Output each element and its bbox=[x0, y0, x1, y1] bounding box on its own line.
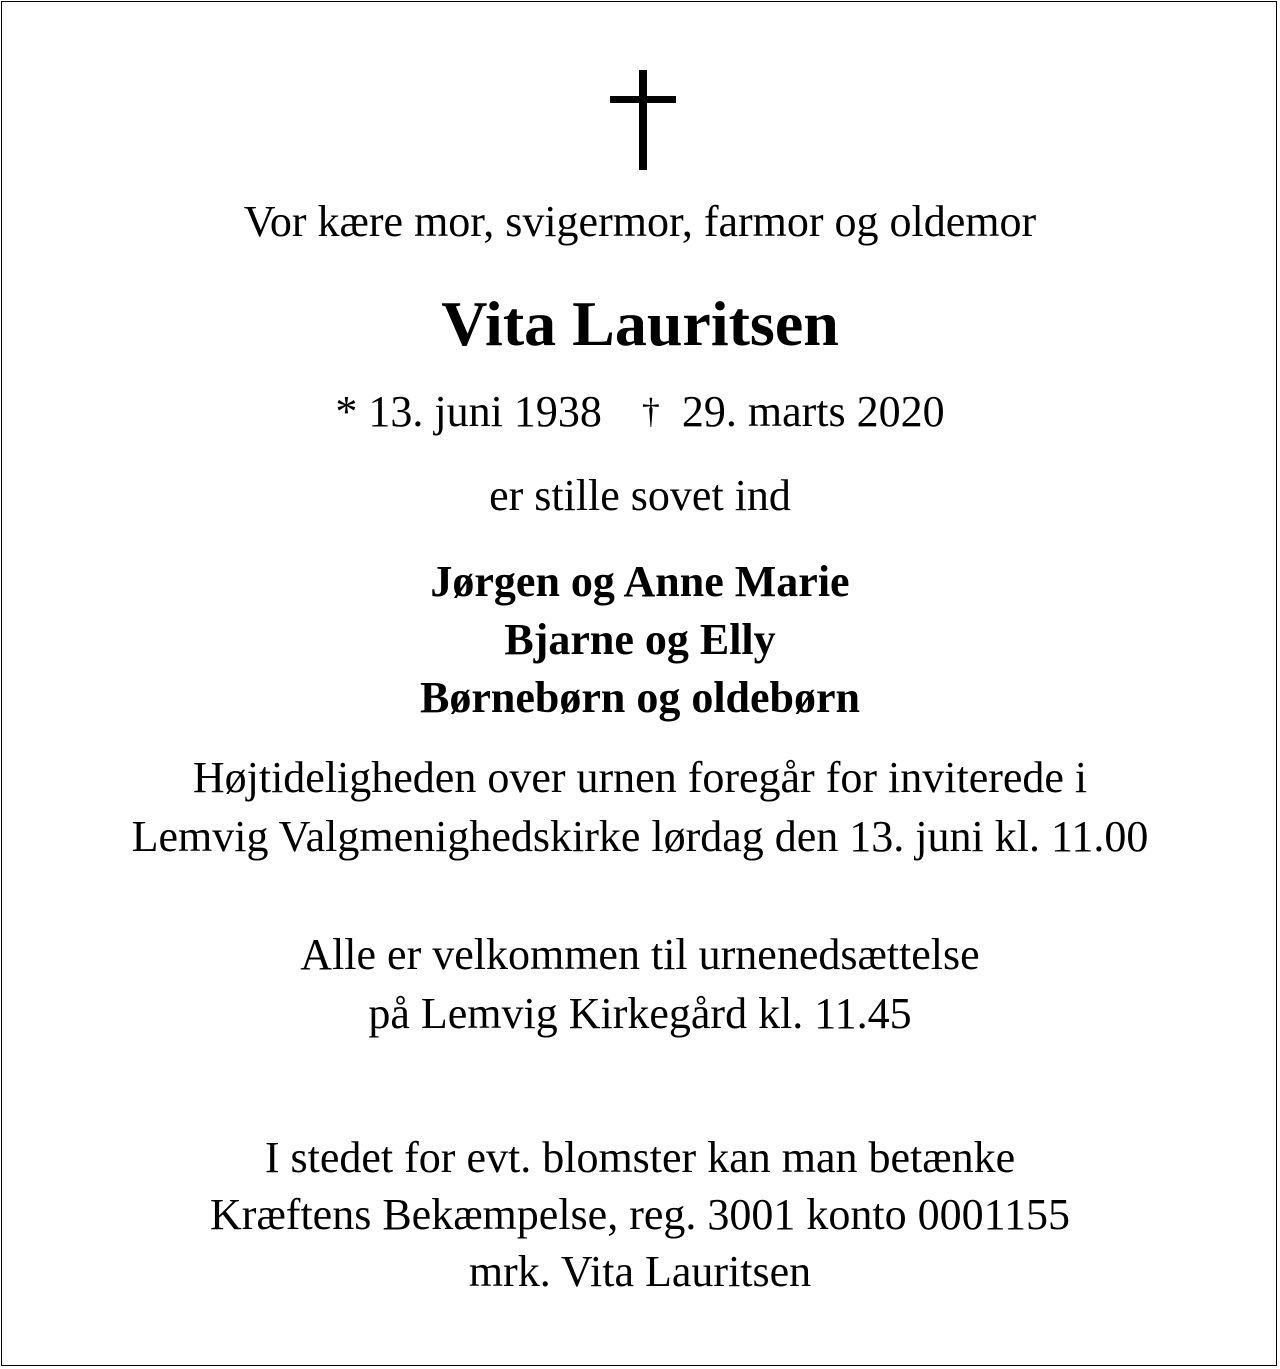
life-dates bbox=[0, 387, 1280, 436]
burial-line: på Lemvig Kirkegård kl. 11.45 bbox=[368, 989, 912, 1038]
intro-line: Vor kære mor, svigermor, farmor og oldemor bbox=[243, 197, 1037, 246]
cross-horizontal-bar bbox=[610, 96, 676, 103]
cross-vertical-bar bbox=[639, 70, 647, 170]
deceased-name: Vita Lauritsen bbox=[441, 288, 839, 359]
announcement-line: er stille sovet ind bbox=[489, 471, 791, 520]
memorial-line: mrk. Vita Lauritsen bbox=[468, 1247, 812, 1296]
burial-line: Alle er velkommen til urnenedsættelse bbox=[300, 930, 980, 979]
birth-date: * 13. juni 1938 bbox=[335, 387, 602, 436]
memorial-line: I stedet for evt. blomster kan man betænke bbox=[264, 1133, 1016, 1182]
death-symbol: † bbox=[641, 391, 660, 431]
family-line: Jørgen og Anne Marie bbox=[430, 557, 850, 606]
family-line: Bjarne og Elly bbox=[504, 615, 776, 664]
death-date: 29. marts 2020 bbox=[681, 387, 945, 436]
ceremony-line: Højtideligheden over urnen foregår for inviterede i bbox=[192, 753, 1088, 802]
ceremony-line: Lemvig Valgmenighedskirke lørdag den 13. juni kl. 11.00 bbox=[131, 812, 1149, 861]
memorial-line: Kræftens Bekæmpelse, reg. 3001 konto 0001155 bbox=[210, 1190, 1070, 1239]
latin-cross-icon bbox=[607, 64, 679, 172]
family-line: Børnebørn og oldebørn bbox=[419, 673, 861, 722]
